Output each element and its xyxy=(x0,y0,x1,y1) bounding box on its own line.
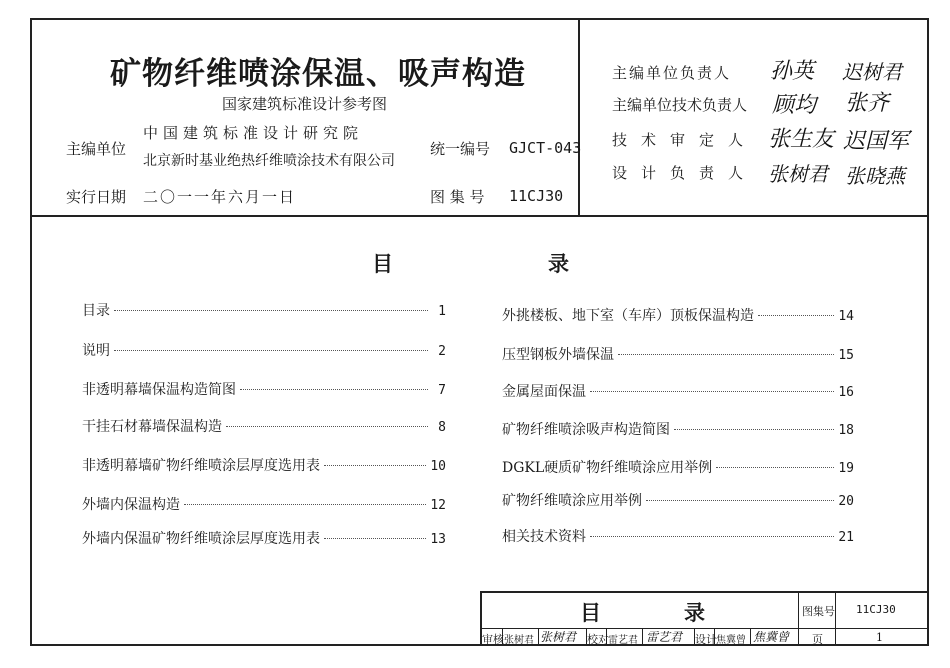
signature-4b: 张晓燕 xyxy=(845,164,905,188)
unified-no-label: 统一编号 xyxy=(430,140,491,158)
toc-entry-title: 外墙内保温矿物纤维喷涂层厚度选用表 xyxy=(82,531,320,547)
toc-entry[interactable] xyxy=(82,455,446,475)
tb-page-no: 1 xyxy=(876,631,883,644)
responsible-label-2: 主编单位技术负责人 xyxy=(612,96,748,114)
toc-entry[interactable] xyxy=(502,381,854,401)
tb-atlas-label: 图集号 xyxy=(802,605,835,618)
signature-4a: 张树君 xyxy=(768,162,828,186)
tb-review-name: 张树君 xyxy=(504,635,534,646)
leader-dots xyxy=(618,353,834,355)
toc-entry-page: 12 xyxy=(430,498,446,513)
toc-entry-title: 矿物纤维喷涂吸声构造简图 xyxy=(502,422,670,438)
toc-entry-title: 外墙内保温构造 xyxy=(82,497,180,513)
tb-page-label: 页 xyxy=(812,633,823,646)
toc-entry[interactable] xyxy=(502,490,854,510)
leader-dots xyxy=(758,314,834,316)
leader-dots xyxy=(114,309,428,311)
toc-entry-page: 8 xyxy=(438,420,446,435)
toc-entry-title: DGKL硬质矿物纤维喷涂应用举例 xyxy=(502,460,713,476)
toc-entry-title: 说明 xyxy=(82,343,110,359)
signature-2b: 张齐 xyxy=(845,91,890,116)
document-title: 矿物纤维喷涂保温、吸声构造 xyxy=(110,56,526,92)
tb-top-rule xyxy=(480,591,929,593)
tb-check-label: 校对 xyxy=(587,633,609,646)
date-value: 二〇一一年六月一日 xyxy=(143,188,297,206)
toc-entry-title: 非透明幕墙保温构造简图 xyxy=(82,382,236,398)
header-bottom-rule xyxy=(30,215,929,217)
toc-entry-title: 非透明幕墙矿物纤维喷涂层厚度选用表 xyxy=(82,458,320,474)
toc-heading-1: 目 xyxy=(372,251,393,276)
toc-entry-page: 7 xyxy=(438,383,446,398)
toc-entry-page: 10 xyxy=(430,459,446,474)
signature-2a: 顾均 xyxy=(772,93,817,118)
toc-entry-page: 2 xyxy=(438,344,446,359)
toc-entry-page: 13 xyxy=(430,532,446,547)
leader-dots xyxy=(240,388,428,390)
leader-dots xyxy=(590,390,834,392)
toc-entry-title: 矿物纤维喷涂应用举例 xyxy=(502,493,642,509)
tb-check-signature: 雷艺君 xyxy=(646,630,683,644)
leader-dots xyxy=(590,535,834,537)
toc-entry[interactable] xyxy=(82,300,446,320)
toc-entry[interactable] xyxy=(82,340,446,360)
toc-entry-page: 20 xyxy=(838,494,854,509)
leader-dots xyxy=(716,466,834,468)
toc-entry-page: 16 xyxy=(838,385,854,400)
toc-entry-title: 相关技术资料 xyxy=(502,529,586,545)
signature-1a: 孙英 xyxy=(770,59,815,84)
toc-entry-title: 外挑楼板、地下室（车库）顶板保温构造 xyxy=(502,308,754,324)
tb-title-1: 目 xyxy=(580,600,601,625)
responsible-label-1: 主编单位负责人 xyxy=(612,64,732,82)
tb-title-2: 录 xyxy=(684,600,705,625)
editor-org-1: 中国建筑标准设计研究院 xyxy=(143,124,364,142)
leader-dots xyxy=(646,499,834,501)
tb-design-signature: 焦冀曾 xyxy=(753,630,790,644)
tb-sign-rule-2 xyxy=(538,628,539,646)
tb-col-rule-2 xyxy=(835,591,836,646)
toc-entry[interactable] xyxy=(502,526,854,546)
toc-entry-page: 18 xyxy=(838,423,854,438)
toc-entry-title: 金属屋面保温 xyxy=(502,384,586,400)
toc-entry[interactable] xyxy=(82,379,446,399)
leader-dots xyxy=(324,537,426,539)
leader-dots xyxy=(674,428,834,430)
signature-1b: 迟树君 xyxy=(842,60,902,84)
toc-entry-title: 压型钢板外墙保温 xyxy=(502,347,614,363)
signature-3a: 张生友 xyxy=(768,127,835,152)
editor-label: 主编单位 xyxy=(66,140,127,158)
toc-entry-title: 干挂石材幕墙保温构造 xyxy=(82,419,222,435)
toc-entry[interactable] xyxy=(82,528,446,548)
leader-dots xyxy=(184,503,426,505)
date-label: 实行日期 xyxy=(66,188,127,206)
atlas-no: 11CJ30 xyxy=(509,187,564,205)
tb-review-signature: 张树君 xyxy=(540,630,577,644)
toc-entry-page: 19 xyxy=(838,461,854,476)
header-divider xyxy=(578,18,580,216)
tb-check-name: 雷艺君 xyxy=(608,635,638,646)
document-subtitle: 国家建筑标准设计参考图 xyxy=(222,95,388,113)
responsible-label-3: 技术审定人 xyxy=(612,131,758,149)
tb-design-name: 焦冀曾 xyxy=(716,635,746,646)
tb-review-label: 审核 xyxy=(482,633,504,646)
tb-col-rule-1 xyxy=(798,591,799,646)
toc-heading-2: 录 xyxy=(548,251,569,276)
toc-entry-page: 21 xyxy=(838,530,854,545)
responsible-label-4: 设计负责人 xyxy=(612,164,758,182)
unified-no: GJCT-043 xyxy=(509,139,582,157)
toc-entry[interactable] xyxy=(502,305,854,325)
tb-sign-rule-8 xyxy=(750,628,751,646)
toc-entry-title: 目录 xyxy=(82,303,110,319)
toc-entry[interactable] xyxy=(82,416,446,436)
toc-entry[interactable] xyxy=(502,419,854,439)
editor-org-2: 北京新时基业绝热纤维喷涂技术有限公司 xyxy=(143,153,395,169)
tb-atlas-no: 11CJ30 xyxy=(856,603,896,616)
toc-entry[interactable] xyxy=(502,457,854,477)
leader-dots xyxy=(114,349,428,351)
signature-3b: 迟国军 xyxy=(843,129,910,154)
leader-dots xyxy=(324,464,426,466)
toc-entry-page: 15 xyxy=(838,348,854,363)
toc-entry[interactable] xyxy=(82,494,446,514)
toc-entry-page: 1 xyxy=(438,304,446,319)
tb-sign-rule-5 xyxy=(642,628,643,646)
toc-entry[interactable] xyxy=(502,344,854,364)
toc-entry-page: 14 xyxy=(838,309,854,324)
tb-design-label: 设计 xyxy=(695,633,717,646)
atlas-no-label: 图 集 号 xyxy=(430,188,485,206)
title-block xyxy=(480,591,929,646)
leader-dots xyxy=(226,425,428,427)
